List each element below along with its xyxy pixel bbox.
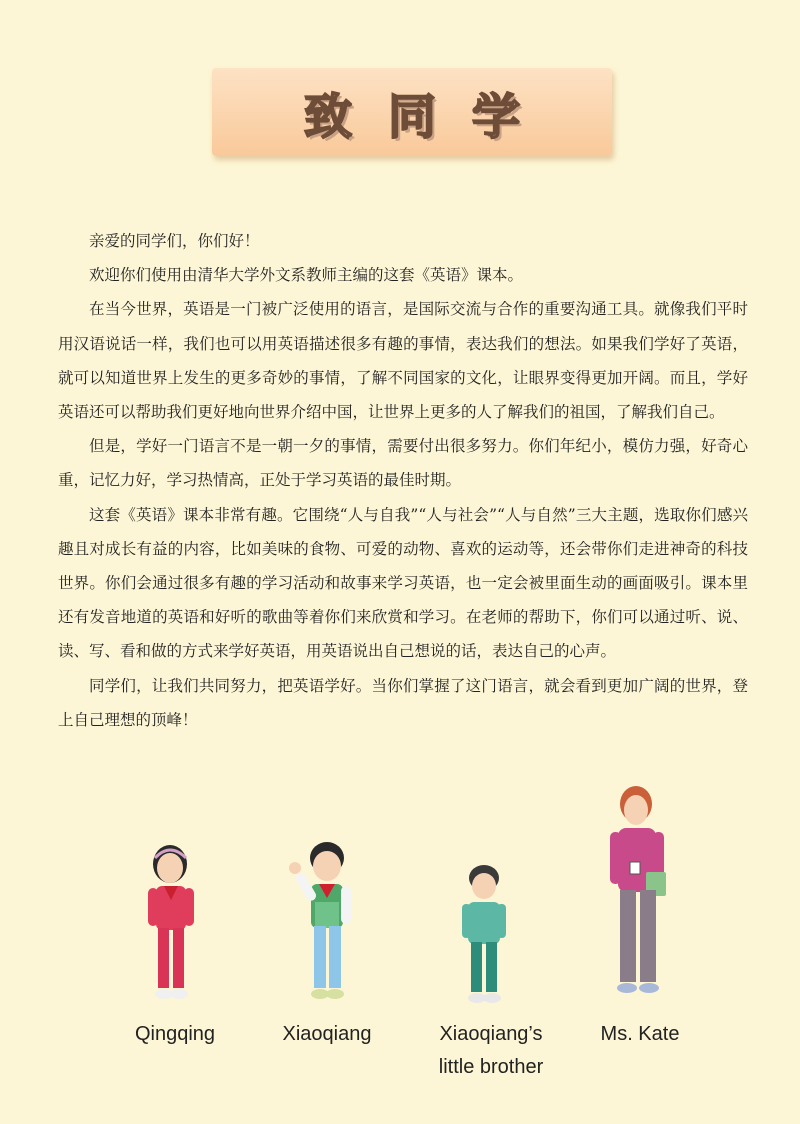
- caption-line: Xiaoqiang’s: [439, 1023, 543, 1045]
- characters-section: [0, 780, 800, 1120]
- page-title: 致同学: [303, 88, 556, 145]
- ms-kate-illustration: [600, 780, 680, 1010]
- caption-little-brother: [416, 1018, 566, 1084]
- caption-ms-kate: Ms. Kate: [600, 1023, 680, 1045]
- caption-xiaoqiang: Xiaoqiang: [282, 1023, 372, 1045]
- little-brother-illustration: [456, 858, 516, 1008]
- paragraph: 欢迎你们使用由清华大学外文系教师主编的这套《英语》课本。: [89, 266, 524, 285]
- letter-body: [58, 224, 748, 737]
- caption-line: little brother: [438, 1056, 544, 1078]
- paragraph: 同学们，让我们共同努力，把英语学好。当你们掌握了这门语言，就会看到更加广阔的世界，登上自己理想的顶峰！: [58, 676, 748, 729]
- caption-qingqing: Qingqing: [134, 1023, 216, 1045]
- title-banner: [212, 68, 612, 156]
- greeting: 亲爱的同学们，你们好！: [89, 232, 260, 250]
- qingqing-illustration: [140, 830, 210, 1010]
- paragraph: 在当今世界，英语是一门被广泛使用的语言，是国际交流与合作的重要沟通工具。就像我们平时用汉语说话一样，我们也可以用英语描述很多有趣的事情，表达我们的想法。如果我们学好了英语，就可以知道世界上发生的更多奇妙的事情，了解不同国家的文化，让眼界变得更加开阔。而且，学好英语还可以帮助我们更好地向世界介绍中国，让世界上更多的人了解我们的祖国，了解我们自己。: [58, 300, 748, 422]
- paragraph: 但是，学好一门语言不是一朝一夕的事情，需要付出很多努力。你们年纪小，模仿力强，好奇心重，记忆力好，学习热情高，正处于学习英语的最佳时期。: [58, 437, 748, 490]
- xiaoqiang-illustration: [283, 830, 363, 1010]
- paragraph: 这套《英语》课本非常有趣。它围绕“人与自我”“人与社会”“人与自然”三大主题，选取你们感兴趣且对成长有益的内容，比如美味的食物、可爱的动物、喜欢的运动等，还会带你们走进神奇的科技世界。你们会通过很多有趣的学习活动和故事来学习英语，也一定会被里面生动的画面吸引。课本里还有发音地道的英语和好听的歌曲等着你们来欣赏和学习。在老师的帮助下，你们可以通过听、说、读、写、看和做的方式来学好英语，用英语说出自己想说的话，表达自己的心声。: [58, 505, 748, 661]
